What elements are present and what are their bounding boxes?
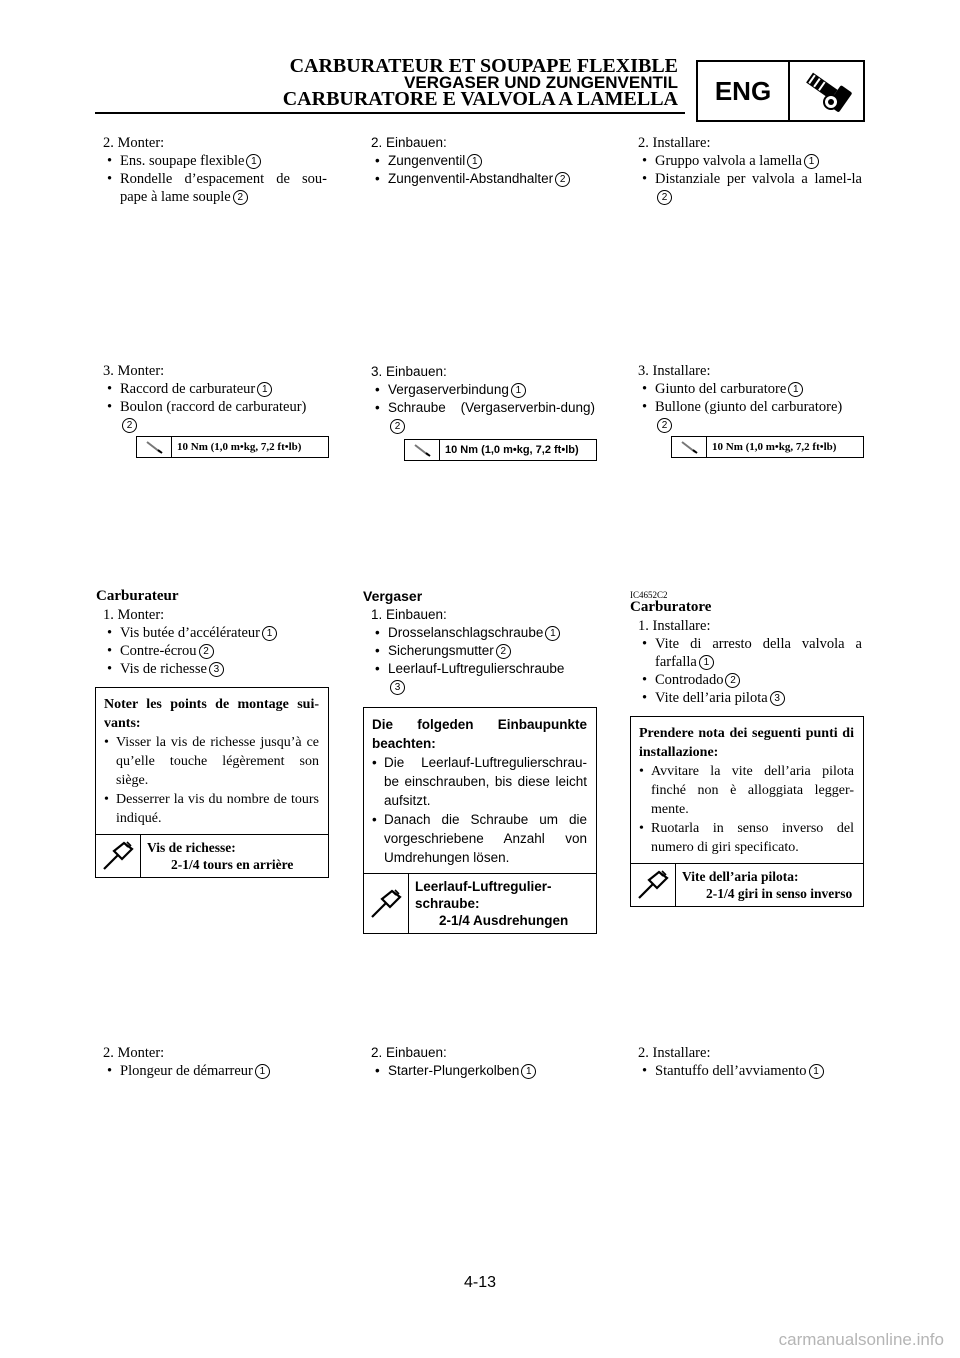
- de-step-reed-valve: [371, 134, 595, 188]
- spec-label: Vis de richesse:: [147, 840, 236, 855]
- step-title: 2. Installare:: [638, 135, 711, 151]
- fr-step-reed-valve: [103, 134, 327, 206]
- callout-number: 1: [511, 383, 526, 398]
- item-text: Vite di arresto della valvola a farfalla: [655, 636, 862, 670]
- item-text: Ens. soupape flexible: [120, 153, 245, 169]
- de-step-starter: [371, 1044, 595, 1080]
- callout-number: 2: [122, 418, 137, 433]
- item-text: Gruppo valvola a lamella: [655, 153, 802, 169]
- engine-bolt-icon: [790, 62, 863, 120]
- it-note-box: [630, 716, 864, 907]
- callout-number: 3: [390, 680, 405, 695]
- callout-number: 3: [770, 691, 785, 706]
- note-bullet: • Desserrer la vis du nombre de tours indiqué.: [104, 790, 319, 828]
- fr-note-box: [95, 687, 329, 878]
- page-number: 4-13: [463, 1274, 497, 1291]
- header-title-fr: CARBURATEUR ET SOUPAPE FLEXIBLE: [289, 55, 678, 77]
- item-text: Bullone (giunto del carburatore): [655, 399, 843, 415]
- step-title: 2. Installare:: [638, 1045, 711, 1061]
- de-section-heading: Vergaser: [363, 588, 423, 604]
- note-bullet: • Ruotarla in senso inverso del numero di giri specificato.: [639, 819, 854, 857]
- callout-number: 1: [246, 154, 261, 169]
- item-text: Stantuffo dell’avviamento: [655, 1063, 807, 1079]
- callout-number: 1: [521, 1064, 536, 1079]
- callout-number: 2: [199, 644, 214, 659]
- de-torque-spec: [404, 439, 597, 461]
- de-step-carburetor: [371, 606, 595, 696]
- header-title-it: CARBURATORE E VALVOLA A LAMELLA: [282, 88, 678, 110]
- spec-label: Vite dell’aria pilota:: [682, 869, 799, 884]
- item-text: Vis de richesse: [120, 661, 207, 677]
- callout-number: 2: [496, 644, 511, 659]
- note-heading: Prendere nota dei seguenti punti di installazione:: [639, 726, 854, 760]
- item-text: Drosselanschlagschraube: [388, 625, 544, 640]
- callout-number: 1: [788, 382, 803, 397]
- fr-step-starter: [103, 1044, 327, 1080]
- it-torque-spec: [671, 436, 864, 458]
- adjustment-wrench-icon: [96, 835, 141, 877]
- item-text: Controdado: [655, 672, 724, 688]
- callout-number: 2: [555, 172, 570, 187]
- header-rule: [95, 112, 685, 114]
- header-title-de: VERGASER UND ZUNGENVENTIL: [404, 73, 678, 92]
- torque-value: 10 Nm (1,0 m•kg, 7,2 ft•lb): [171, 437, 328, 457]
- note-heading: Die folgeden Einbaupunkte beachten:: [372, 717, 587, 751]
- item-text: Vite dell’aria pilota: [655, 690, 768, 706]
- item-text: Rondelle d’espacement de sou-pape à lame souple: [120, 171, 327, 205]
- spec-row: [631, 863, 863, 906]
- step-title: 2. Einbauen:: [371, 135, 447, 150]
- torque-value: 10 Nm (1,0 m•kg, 7,2 ft•lb): [439, 440, 596, 460]
- step-title: 1. Einbauen:: [371, 607, 447, 622]
- spec-label: Leerlauf-Luftregulier-schraube:: [415, 879, 552, 911]
- step-title: 1. Monter:: [103, 607, 165, 623]
- callout-number: 1: [262, 626, 277, 641]
- torque-wrench-icon: [405, 440, 439, 460]
- item-text: Zungenventil: [388, 153, 466, 168]
- item-text: Starter-Plungerkolben: [388, 1063, 520, 1078]
- step-title: 2. Monter:: [103, 135, 165, 151]
- it-section-code: IC4652C2: [630, 590, 668, 600]
- callout-number: 2: [657, 190, 672, 205]
- callout-number: 1: [809, 1064, 824, 1079]
- item-text: Boulon (raccord de carburateur): [120, 399, 307, 415]
- callout-number: 1: [257, 382, 272, 397]
- item-text: Vis butée d’accélérateur: [120, 625, 261, 641]
- de-step-carb-joint: [371, 363, 595, 435]
- spec-value: 2-1/4 giri in senso inverso: [706, 886, 853, 901]
- torque-wrench-icon: [137, 437, 171, 457]
- callout-number: 1: [467, 154, 482, 169]
- item-text: Schraube (Vergaserverbin-dung): [388, 400, 595, 415]
- callout-number: 3: [209, 662, 224, 677]
- section-tag-box: [696, 60, 865, 122]
- section-tag: ENG: [698, 62, 790, 120]
- callout-number: 2: [233, 190, 248, 205]
- fr-section-heading: Carburateur: [96, 588, 179, 604]
- note-bullet: • Avvitare la vite dell’aria pilota finché non è alloggiata legger-mente.: [639, 762, 854, 819]
- fr-step-carb-joint: [103, 362, 327, 434]
- step-title: 3. Monter:: [103, 363, 165, 379]
- item-text: Sicherungsmutter: [388, 643, 494, 658]
- callout-number: 2: [657, 418, 672, 433]
- callout-number: 1: [255, 1064, 270, 1079]
- callout-number: 2: [390, 419, 405, 434]
- it-step-starter: [638, 1044, 862, 1080]
- it-step-carburetor: [638, 617, 862, 707]
- it-step-reed-valve: [638, 134, 862, 206]
- step-title: 1. Installare:: [638, 618, 711, 634]
- item-text: Giunto del carburatore: [655, 381, 787, 397]
- step-title: 2. Einbauen:: [371, 1045, 447, 1060]
- item-text: Vergaserverbindung: [388, 382, 509, 397]
- spec-row: [364, 873, 596, 933]
- site-watermark: carmanualsonline.info: [778, 1330, 944, 1349]
- adjustment-wrench-icon: [631, 864, 676, 906]
- step-title: 3. Installare:: [638, 363, 711, 379]
- note-bullet: • Visser la vis de richesse jusqu’à ce qu’elle touche légèrement son siège.: [104, 733, 319, 790]
- fr-torque-spec: [136, 436, 329, 458]
- de-note-box: [363, 707, 597, 934]
- item-text: Contre-écrou: [120, 643, 197, 659]
- item-text: Plongeur de démarreur: [120, 1063, 253, 1079]
- fr-step-carburetor: [103, 606, 327, 678]
- spec-value: 2-1/4 Ausdrehungen: [439, 913, 569, 928]
- note-bullet: • Die Leerlauf-Luftregulierschrau-be einschrauben, bis diese leicht aufsitzt.: [372, 753, 587, 810]
- item-text: Zungenventil-Abstandhalter: [388, 171, 554, 186]
- callout-number: 1: [545, 626, 560, 641]
- it-step-carb-joint: [638, 362, 862, 434]
- adjustment-wrench-icon: [364, 874, 409, 933]
- spec-value: 2-1/4 tours en arrière: [171, 857, 294, 872]
- step-title: 3. Einbauen:: [371, 364, 447, 379]
- item-text: Distanziale per valvola a lamel-la: [655, 171, 862, 187]
- callout-number: 1: [699, 655, 714, 670]
- note-heading: Noter les points de montage sui-vants:: [104, 697, 319, 731]
- step-title: 2. Monter:: [103, 1045, 165, 1061]
- callout-number: 1: [804, 154, 819, 169]
- torque-wrench-icon: [672, 437, 706, 457]
- item-text: Raccord de carburateur: [120, 381, 256, 397]
- it-section-heading: Carburatore: [630, 599, 712, 615]
- spec-row: [96, 834, 328, 877]
- note-bullet: • Danach die Schraube um die vorgeschriebene Anzahl von Umdrehungen lösen.: [372, 810, 587, 867]
- callout-number: 2: [725, 673, 740, 688]
- item-text: Leerlauf-Luftregulierschraube: [388, 661, 565, 676]
- torque-value: 10 Nm (1,0 m•kg, 7,2 ft•lb): [706, 437, 863, 457]
